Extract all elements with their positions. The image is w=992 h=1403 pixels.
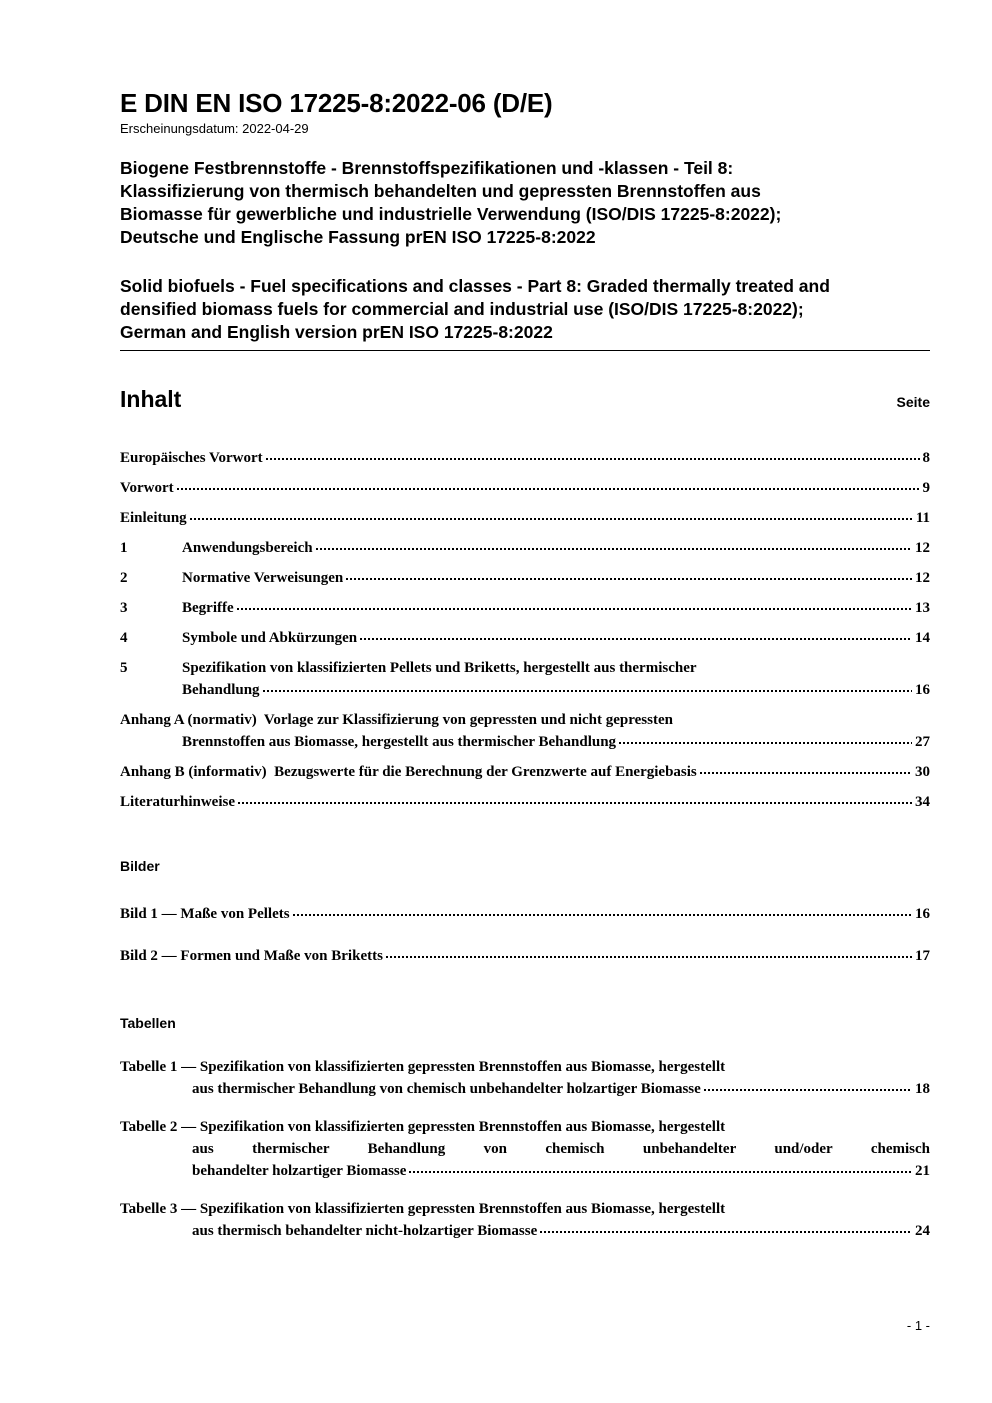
toc-entry-number: 5 [120,660,128,676]
german-title-line: Biogene Festbrennstoffe - Brennstoffspezifikationen und -klassen - Teil 8: [120,158,734,178]
toc-entry-vorwort [120,477,930,499]
toc-entry-page: 9 [922,480,930,496]
dot-leader [700,772,912,774]
page-content [120,0,930,1258]
table-entry-label-line1: Tabelle 2 — Spezifikation von klassifizierten gepressten Brennstoffen aus Biomasse, hergestellt [120,1119,726,1135]
toc-entry-label-line2: Behandlung [182,682,260,698]
dot-leader [190,518,913,520]
figure-entry-bild-2 [120,945,930,967]
page-number: - 1 - [906,1318,930,1333]
toc-entry-begriffe [120,597,930,619]
toc-entry-number: 1 [120,540,128,556]
horizontal-divider [120,350,930,351]
dot-leader [237,608,912,610]
table-entry-label-line1: Tabelle 1 — Spezifikation von klassifizierten gepressten Brennstoffen aus Biomasse, hergestellt [120,1059,726,1075]
figures-heading: Bilder [120,858,160,874]
table-entry-tabelle-2 [120,1116,930,1182]
german-title-line: Biomasse für gewerbliche und industrielle Verwendung (ISO/DIS 17225-8:2022); [120,204,782,224]
toc-entry-page: 12 [915,570,930,586]
toc-heading: Inhalt [120,386,182,412]
table-entry-page: 24 [915,1223,930,1239]
toc-entry-anwendungsbereich [120,537,930,559]
toc-entry-page: 11 [915,510,930,526]
table-entry-page: 18 [915,1081,930,1097]
dot-leader [360,638,912,640]
tables-list [120,1056,930,1242]
german-title-line: Deutsche und Englische Fassung prEN ISO 17225-8:2022 [120,227,596,247]
english-title-line: Solid biofuels - Fuel specifications and classes - Part 8: Graded thermally treated and [120,276,830,296]
toc-entry-page: 27 [915,734,930,750]
toc-entry-label-line2: Brennstoffen aus Biomasse, hergestellt aus thermischer Behandlung [182,734,617,750]
toc-entry-number: 2 [120,570,128,586]
toc-entry-number: 3 [120,600,128,616]
toc-entry-europaeisches-vorwort [120,447,930,469]
dot-leader [263,690,912,692]
figure-entry-page: 17 [915,948,930,964]
toc-entry-page: 34 [915,794,930,810]
toc-entry-einleitung [120,507,930,529]
toc-entry-label: Vorwort [120,480,174,496]
toc-entry-page: 12 [915,540,930,556]
dot-leader [238,802,912,804]
toc-entry-spezifikation [120,657,930,701]
dot-leader [386,956,912,958]
toc-entry-page: 8 [922,450,930,466]
document-title: E DIN EN ISO 17225-8:2022-06 (D/E) [120,88,553,118]
english-title-line: German and English version prEN ISO 17225-8:2022 [120,322,553,342]
table-entry-label-line2: aus thermisch behandelter nicht-holzartiger Biomasse [192,1223,538,1239]
figure-entry-label: Bild 1 — Maße von Pellets [120,906,290,922]
table-entry-tabelle-3 [120,1198,930,1242]
dot-leader [409,1171,912,1173]
english-title [120,275,930,344]
table-entry-page: 21 [915,1163,930,1179]
toc-entry-anhang-b [120,761,930,783]
table-entry-label-line2: aus thermischer Behandlung von chemisch unbehandelter holzartiger Biomasse [192,1081,701,1097]
toc-entry-label: Literaturhinweise [120,794,235,810]
toc-entry-page: 16 [915,682,930,698]
toc-entry-label: Anhang B (informativ) Bezugswerte für die Berechnung der Grenzwerte auf Energiebasis [120,764,697,780]
figure-entry-page: 16 [915,906,930,922]
toc-entry-number: 4 [120,630,128,646]
dot-leader [619,742,912,744]
dot-leader [177,488,920,490]
toc-entry-label: Einleitung [120,510,187,526]
dot-leader [540,1231,912,1233]
toc-entry-label: Anwendungsbereich [182,540,313,556]
toc-entry-label-line1: Spezifikation von klassifizierten Pellets und Briketts, hergestellt aus thermischer [182,660,697,676]
dot-leader [293,914,912,916]
figure-entry-label: Bild 2 — Formen und Maße von Briketts [120,948,383,964]
table-of-contents [120,447,930,1242]
toc-entry-literaturhinweise [120,791,930,813]
tables-heading: Tabellen [120,1015,176,1031]
toc-entry-label: Normative Verweisungen [182,570,344,586]
german-title [120,157,930,249]
toc-entry-page: 13 [915,600,930,616]
dot-leader [346,578,912,580]
toc-header [120,385,930,413]
toc-entry-page: 30 [915,764,930,780]
dot-leader [266,458,920,460]
toc-entry-page: 14 [915,630,930,646]
figure-entry-bild-1 [120,903,930,925]
toc-entry-label: Europäisches Vorwort [120,450,263,466]
figures-list [120,903,930,967]
toc-page-column-label: Seite [896,394,930,410]
dot-leader [704,1089,912,1091]
toc-entry-symbole-und-abkuerzungen [120,627,930,649]
table-entry-label-line3: behandelter holzartiger Biomasse [192,1163,407,1179]
table-entry-tabelle-1 [120,1056,930,1100]
toc-entry-label-line1: Anhang A (normativ) Vorlage zur Klassifizierung von gepressten und nicht gepressten [120,712,673,728]
german-title-line: Klassifizierung von thermisch behandelten und gepressten Brennstoffen aus [120,181,761,201]
toc-entry-label: Begriffe [182,600,234,616]
english-title-line: densified biomass fuels for commercial and industrial use (ISO/DIS 17225-8:2022); [120,299,804,319]
dot-leader [316,548,912,550]
toc-entry-anhang-a [120,709,930,753]
table-entry-label-line2: aus thermischer Behandlung von chemisch unbehandelter und/oder chemisch [192,1141,930,1157]
table-entry-label-line1: Tabelle 3 — Spezifikation von klassifizierten gepressten Brennstoffen aus Biomasse, hergestellt [120,1201,726,1217]
release-date: Erscheinungsdatum: 2022-04-29 [120,121,309,136]
toc-entry-label: Symbole und Abkürzungen [182,630,358,646]
toc-entry-normative-verweisungen [120,567,930,589]
